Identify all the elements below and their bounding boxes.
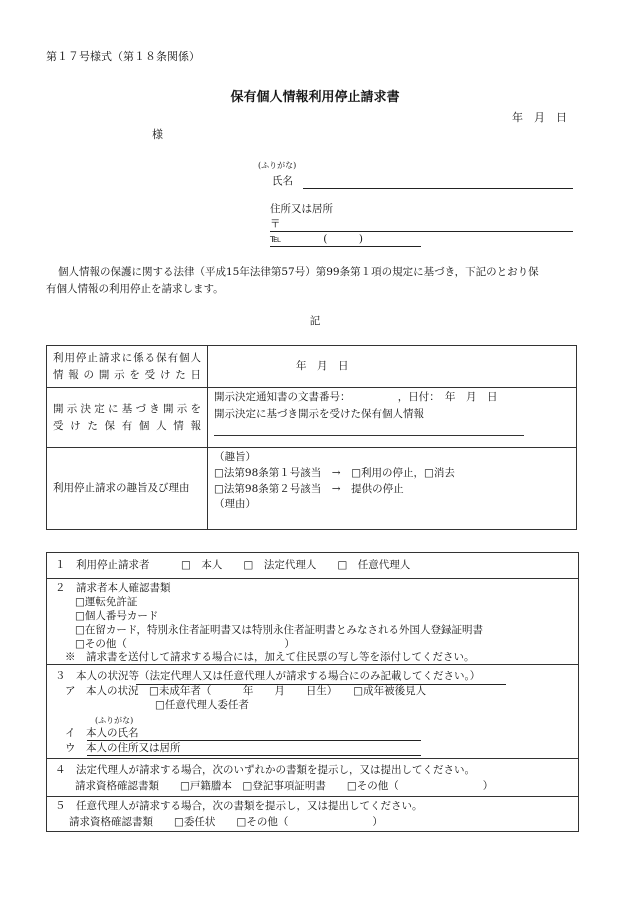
purpose-reason-value: （趣旨） □法第98条第１号該当 → □利用の停止，□消去 □法第98条第２号該当 → 提供の停止 （理由） (208, 448, 577, 530)
table-row (47, 346, 577, 388)
purpose-reason-label: 利用停止請求の趣旨及び理由 (47, 448, 208, 530)
disclosed-info-label: 開示決定に基づき開示を 受けた保有個人情報 (47, 388, 208, 448)
disclosed-info-value[interactable] (208, 388, 577, 448)
intro-line-1: 個人情報の保護に関する法律（平成15年法律第57号）第99条第１項の規定に基づき，下記のとおり保 (58, 266, 539, 278)
principal-name-field[interactable] (87, 740, 421, 741)
id-doc-option[interactable]: □運転免許証 (75, 596, 138, 608)
applicant-address-field[interactable] (270, 231, 573, 232)
id-docs-note: ※ 請求書を送付して請求する場合には，加えて住民票の写し等を添付してください。 (65, 651, 475, 663)
id-doc-option[interactable]: □その他（ ） (75, 638, 295, 650)
addressee-suffix: 様 (152, 128, 163, 141)
intro-line-2: 有個人情報の利用停止を請求します。 (46, 283, 224, 295)
form-number: 第１７号様式（第１８条関係） (46, 50, 200, 63)
applicant-furigana-label: (ふりがな) (258, 161, 297, 170)
principal-status-title: ３ 本人の状況等（法定代理人又は任意代理人が請求する場合にのみ記載してください。） (55, 670, 481, 682)
principal-proxy-option[interactable]: □任意代理人委任者 (155, 699, 249, 711)
doc-number-line: 開示決定通知書の文書番号： ，日付： 年 月 日 (214, 391, 498, 403)
clause-1-checkbox-line[interactable]: □法第98条第１号該当 → □利用の停止，□消去 (214, 466, 455, 479)
disclosed-info-caption: 開示決定に基づき開示を受けた保有個人情報 (214, 408, 424, 421)
principal-address-label: ウ 本人の住所又は居所 (65, 742, 181, 754)
principal-furigana-label: (ふりがな) (95, 716, 134, 725)
section-id-documents (46, 578, 579, 665)
id-doc-option[interactable]: □個人番号カード (75, 610, 159, 622)
legal-rep-title: ４ 法定代理人が請求する場合，次のいずれかの書類を提示し，又は提出してください。 (55, 764, 475, 776)
date-line: 年 月 日 (512, 111, 567, 124)
table-row (47, 448, 577, 530)
applicant-name-field[interactable] (303, 188, 573, 189)
proxy-docs-line[interactable]: 請求資格確認書類 □委任状 □その他（ ） (69, 816, 383, 828)
applicant-tel-field[interactable] (270, 246, 421, 247)
document-title: 保有個人情報利用停止請求書 (230, 90, 400, 105)
applicant-tel-label: ℡ ( ) (270, 233, 363, 245)
requester-type-line[interactable]: １ 利用停止請求者 □ 本人 □ 法定代理人 □ 任意代理人 (55, 559, 411, 571)
id-docs-title: ２ 請求者本人確認書類 (55, 582, 171, 594)
legal-rep-docs-line[interactable]: 請求資格確認書類 □戸籍謄本 □登記事項証明書 □その他（ ） (75, 780, 494, 792)
disclosed-info-field[interactable] (214, 435, 524, 436)
principal-name-label: イ 本人の氏名 (65, 727, 139, 739)
applicant-name-label: 氏名 (272, 175, 293, 187)
applicant-address-label: 住所又は居所 (270, 203, 333, 215)
id-doc-option[interactable]: □在留カード，特別永住者証明書又は特別永住者証明書とみなされる外国人登録証明書 (75, 624, 483, 636)
clause-2-checkbox-line[interactable]: □法第98条第２号該当 → 提供の停止 (214, 482, 404, 495)
section-requester (46, 552, 579, 579)
request-details-table (46, 345, 577, 530)
principal-address-field[interactable] (87, 755, 421, 756)
proxy-title: ５ 任意代理人が請求する場合，次の書類を提示し，又は提出してください。 (55, 800, 423, 812)
section-proxy-docs (46, 796, 579, 832)
section-legal-rep-docs (46, 758, 579, 797)
ki-mark: 記 (309, 315, 321, 327)
postal-mark: 〒 (270, 218, 281, 230)
disclosure-date-value[interactable]: 年 月 日 (208, 346, 577, 388)
disclosure-date-label: 利用停止請求に係る保有個人 情報の開示を受けた日 (47, 346, 208, 388)
section-principal-status (46, 664, 579, 759)
table-row (47, 388, 577, 448)
principal-status-line[interactable]: ア 本人の状況 □未成年者（ 年 月 日生） □成年被後見人 (65, 685, 427, 697)
